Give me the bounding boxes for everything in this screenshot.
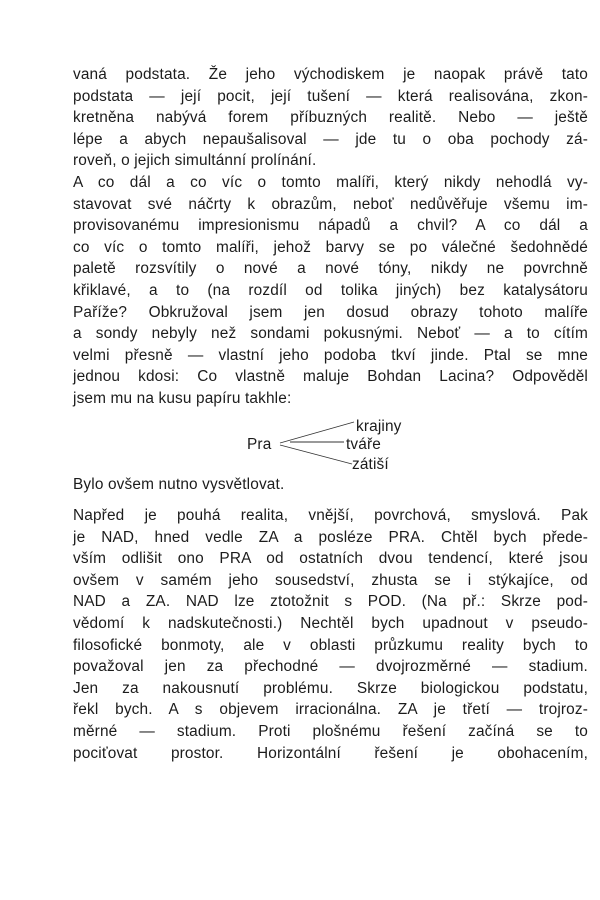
paragraph-3 [73,505,588,764]
page-text [73,64,588,764]
text-line: vědomí k nadskutečnosti.) Nechtěl bych upadnout v pseudo- [73,615,588,633]
text-line: paletě rozsvítily o nové a nové tóny, nikdy ne povrchně [73,260,588,278]
text-line: Jen za nakousnutí problému. Skrze biologickou podstatu, [73,679,588,697]
pra-diagram [73,410,473,474]
text-line: řekl bych. A s objevem irracionálna. ZA je třetí — trojroz- [73,701,588,719]
text-line: kretněna nabývá forem příbuzných realitě. Nebo — ještě [73,109,588,127]
paragraph-1 [73,64,588,172]
text-line: co víc o tomto malíři, jehož barvy se po válečné šedohnědé [73,238,588,256]
branch-line-zatisi [280,445,352,464]
text-line: považoval jen za přechodné — dvojrozměrné — stadium. [73,658,588,676]
text-line: a sondy nebyly než sondami pokusnými. Neboť — a to cítím [73,325,588,343]
diagram-branch-krajiny: krajiny [356,417,402,435]
explanation-line: Bylo ovšem nutno vysvětlovat. [73,475,285,493]
diagram-branch-tvare: tváře [346,435,381,453]
text-line: provisovanému impresionismu nápadů a chvil? A co dál a [73,217,588,235]
text-line: filosofické bonmoty, ale v oblasti průzkumu reality bych to [73,636,588,654]
text-line: podstata — její pocit, její tušení — která realisována, zkon- [73,87,588,105]
branch-line-krajiny [280,422,354,443]
diagram-branch-zatisi: zátiší [352,455,389,473]
text-line: Paříže? Obkružoval jsem jen dosud obrazy tohoto malíře [73,303,588,321]
paragraph-2 [73,172,588,410]
diagram-root-label: Pra [247,435,272,453]
text-line: jsem mu na kusu papíru takhle: [73,389,292,407]
text-line: vším odlišit ono PRA od ostatních dvou tendencí, které jsou [73,550,588,568]
text-line: je NAD, hned vedle ZA a posléze PRA. Chtěl bych přede- [73,528,588,546]
text-line: A co dál a co víc o tomto malíři, který nikdy nehodlá vy- [73,173,588,191]
paragraph-gap [73,495,588,505]
text-line: NAD a ZA. NAD lze ztotožnit s POD. (Na př.: Skrze pod- [73,593,588,611]
text-line: Napřed je pouhá realita, vnější, povrchová, smyslová. Pak [73,507,588,525]
text-line: měrné — stadium. Proti plošnému řešení začíná se to [73,723,588,741]
text-line: jednou kdosi: Co vlastně maluje Bohdan Lacina? Odpověděl [73,368,588,386]
text-line: velmi přesně — vlastní jeho podoba tkví jinde. Ptal se mne [73,346,588,364]
text-line: vaná podstata. Že jeho východiskem je naopak právě tato [73,66,588,83]
text-line: křiklavé, a to (na rozdíl od tolika jiných) bez katalysátoru [73,281,588,299]
text-line: lépe a abych nepaušalisoval — jde tu o oba pochody zá- [73,130,588,148]
text-line: stavovat své náčrty k obrazům, neboť nedůvěřuje všemu im- [73,195,588,213]
text-line: roveň, o jejich simultánní prolínání. [73,152,317,170]
text-line: ovšem v samém jeho sousedství, zhusta se i stýkajíce, od [73,571,588,589]
text-line: pociťovat prostor. Horizontální řešení je obohacením, [73,744,588,762]
